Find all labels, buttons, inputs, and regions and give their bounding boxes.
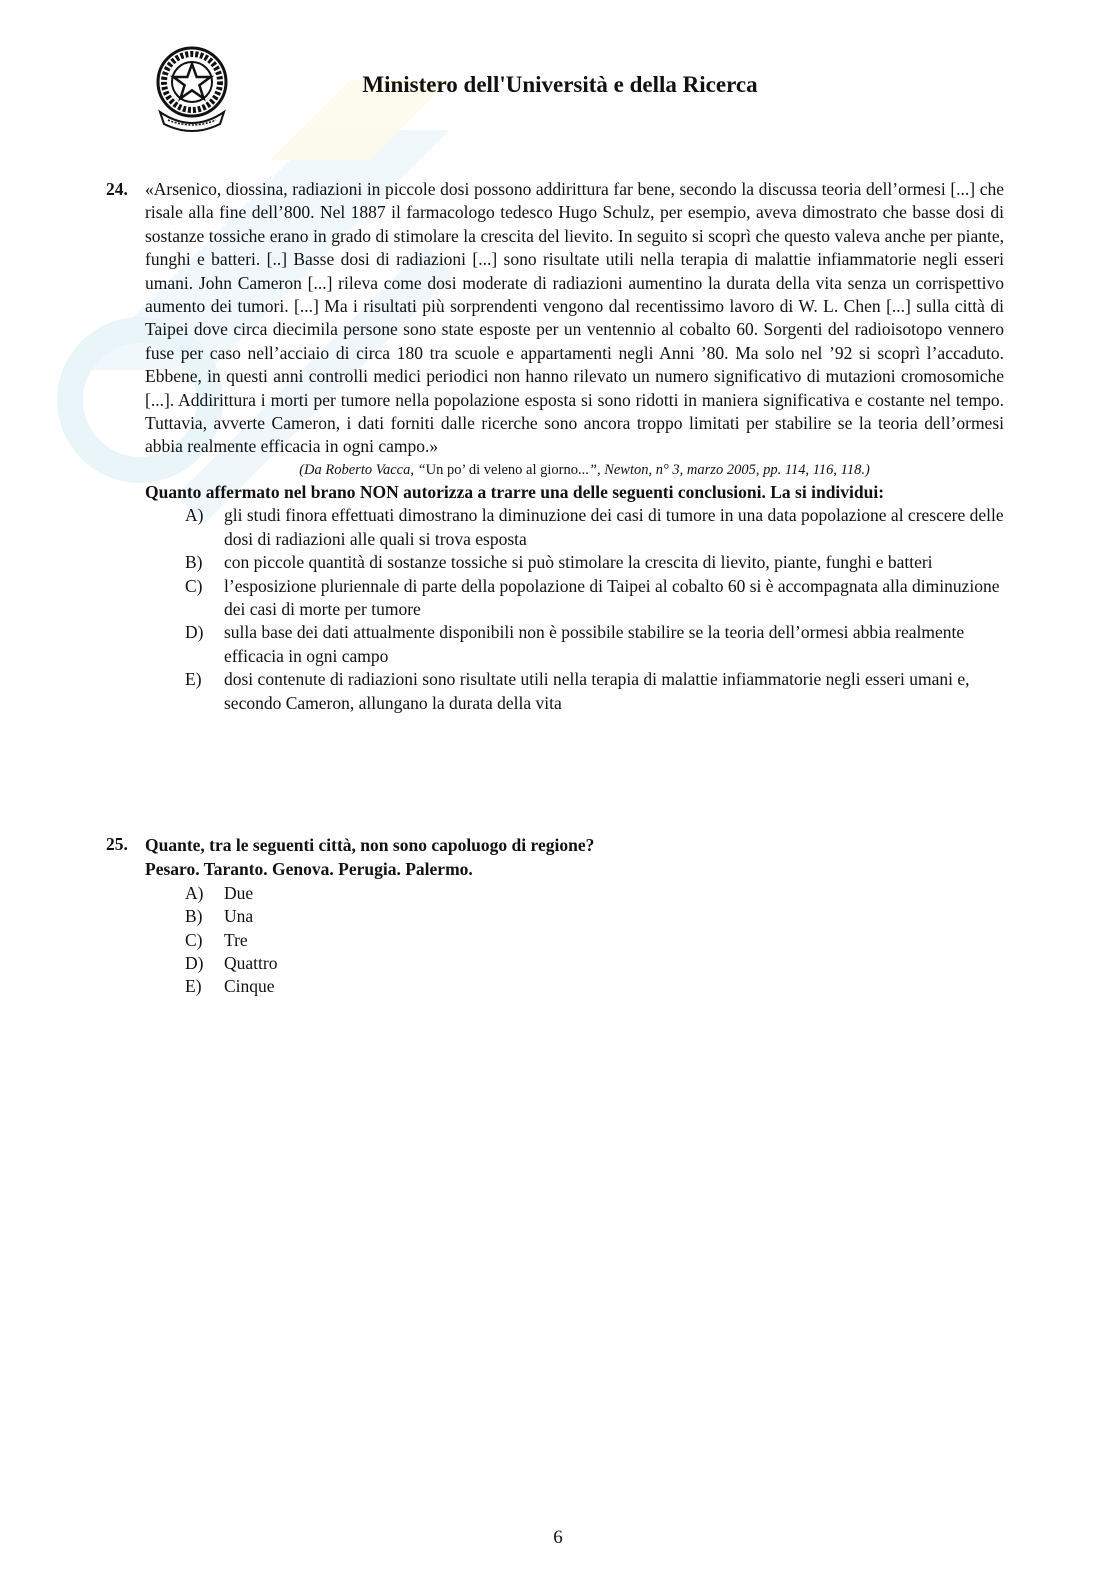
question-prompt: Quanto affermato nel brano NON autorizza a trarre una delle seguenti conclusioni. La si individui: — [145, 481, 885, 502]
option-letter: C) — [185, 929, 203, 950]
option-letter: E) — [185, 976, 202, 997]
option-a — [145, 882, 1004, 905]
option-b — [145, 551, 1004, 574]
option-letter: C) — [185, 575, 203, 596]
citation-pre: (Da Roberto Vacca, “ — [299, 461, 426, 478]
option-letter: B) — [185, 906, 203, 927]
option-letter: E) — [185, 669, 202, 690]
option-letter: A) — [185, 882, 204, 903]
option-e — [145, 975, 1004, 998]
option-b — [145, 905, 1004, 928]
option-text: Una — [224, 906, 254, 927]
answer-options — [145, 882, 1004, 999]
citation — [165, 460, 1004, 480]
option-text: Due — [224, 882, 254, 903]
republic-emblem-icon — [150, 42, 234, 134]
ministry-title: Ministero dell'Università e della Ricerca — [362, 72, 758, 97]
option-text: Tre — [224, 929, 248, 950]
option-letter: D) — [185, 953, 204, 974]
option-text: Quattro — [224, 953, 278, 974]
option-text: gli studi finora effettuati dimostrano la diminuzione dei casi di tumore in una data popolazione al crescere delle dosi di radiazioni alle quali si trova esposta — [224, 505, 1004, 549]
question-cities: Pesaro. Taranto. Genova. Perugia. Palermo. — [145, 859, 473, 880]
question-25 — [106, 833, 1004, 999]
option-c — [145, 929, 1004, 952]
option-c — [145, 575, 1004, 622]
answer-options — [145, 504, 1004, 715]
question-passage: «Arsenico, diossina, radiazioni in piccole dosi possono addirittura far bene, secondo la discussa teoria dell’ormesi [...] che risale alla fine dell’800. Nel 1887 il farmacologo tedesco Hugo Schulz, per esempio, aveva dimostrato che basse dosi di sostanze tossiche erano in grado di stimolare la crescita del lievito. In seguito si scoprì che questo valeva anche per piante, funghi e batteri. [..] Basse dosi di radiazioni [...] sono risultate utili nella terapia di malattie infiammatorie negli esseri umani. John Cameron [...] rileva come dosi moderate di radiazioni aumentino la durata della vita senza un corrispettivo aumento dei tumori. [...] Ma i risultati più sorprendenti vengono dal recentissimo lavoro di W. L. Chen [...] sulla città di Taipei dove circa diecimila persone sono state esposte per un ventennio al cobalto 60. Sorgenti del radioisotopo vennero fuse per caso nell’acciaio di circa 180 tra scuole e appartamenti negli Anni ’80. Ma solo nel ’92 si scoprì l’accaduto. Ebbene, in questi anni controlli medici periodici non hanno rilevato un numero significativo di mutazioni cromosomiche [...]. Addirittura i morti per tumore nella popolazione esposta si sono ridotti in maniera significativa e costante nel tempo. Tuttavia, avverte Cameron, i dati forniti dalle ricerche sono ancora troppo limitati per stabilire se la teoria dell’ormesi abbia realmente efficacia in ogni campo.» — [145, 179, 1004, 457]
option-letter: A) — [185, 505, 204, 526]
option-e — [145, 668, 1004, 715]
option-text: dosi contenute di radiazioni sono risultate utili nella terapia di malattie infiammatorie negli esseri umani e, secondo Cameron, allungano la durata della vita — [224, 669, 970, 713]
option-letter: D) — [185, 622, 204, 643]
option-text: l’esposizione pluriennale di parte della popolazione di Taipei al cobalto 60 si è accompagnata alla diminuzione dei casi di morte per tumore — [224, 575, 1000, 619]
option-text: Cinque — [224, 976, 275, 997]
option-text: con piccole quantità di sostanze tossiche si può stimolare la crescita di lievito, piante, funghi e batteri — [224, 552, 933, 573]
option-d — [145, 952, 1004, 975]
option-d — [145, 621, 1004, 668]
option-a — [145, 504, 1004, 551]
page-number: 6 — [553, 1527, 563, 1548]
question-prompt: Quante, tra le seguenti città, non sono capoluogo di regione? — [145, 835, 595, 855]
citation-post: ”, Newton, n° 3, marzo 2005, pp. 114, 116, 118.) — [588, 461, 870, 478]
question-24 — [106, 178, 1004, 715]
question-number: 25. — [106, 834, 128, 854]
option-text: sulla base dei dati attualmente disponibili non è possibile stabilire se la teoria dell’ormesi abbia realmente efficacia in ogni campo — [224, 622, 965, 666]
citation-title: Un po’ di veleno al giorno... — [425, 461, 589, 478]
option-letter: B) — [185, 552, 203, 573]
question-number: 24. — [106, 179, 128, 199]
